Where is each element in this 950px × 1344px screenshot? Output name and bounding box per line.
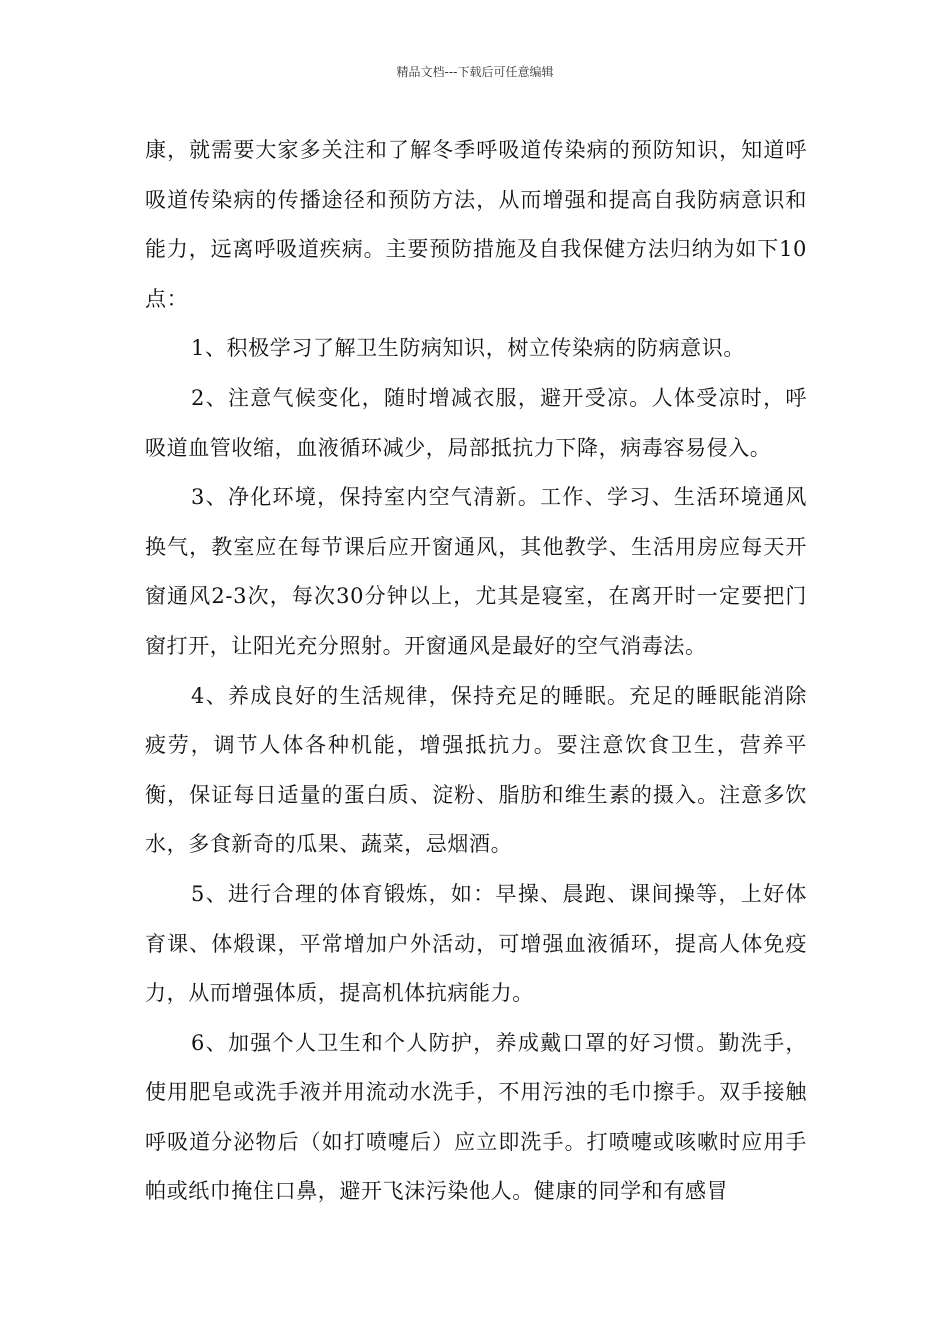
paragraph-continuation: 康，就需要大家多关注和了解冬季呼吸道传染病的预防知识，知道呼吸道传染病的传播途径和预防方法，从而增强和提高自我防病意识和能力，远离呼吸道疾病。主要预防措施及自我保健方法归纳为如下10点： bbox=[145, 138, 807, 311]
paragraph-item-5: 5、进行合理的体育锻炼，如：早操、晨跑、课间操等，上好体育课、体煅课，平常增加户外活动，可增强血液循环，提高人体免疫力，从而增强体质，提高机体抗病能力。 bbox=[145, 881, 807, 1006]
document-body bbox=[145, 126, 807, 1217]
paragraph-item-4: 4、养成良好的生活规律，保持充足的睡眠。充足的睡眠能消除疲劳，调节人体各种机能，增强抵抗力。要注意饮食卫生，营养平衡，保证每日适量的蛋白质、淀粉、脂肪和维生素的摄入。注意多饮水，多食新奇的瓜果、蔬菜，忌烟酒。 bbox=[145, 683, 807, 857]
page-header: 精品文档---下载后可任意编辑 bbox=[396, 65, 554, 79]
paragraph-item-1: 1、积极学习了解卫生防病知识，树立传染病的防病意识。 bbox=[191, 336, 745, 361]
paragraph-item-3: 3、净化环境，保持室内空气清新。工作、学习、生活环境通风换气，教室应在每节课后应开窗通风，其他教学、生活用房应每天开窗通风2-3次，每次30分钟以上，尤其是寝室，在离开时一定要把门窗打开，让阳光充分照射。开窗通风是最好的空气消毒法。 bbox=[145, 485, 807, 658]
paragraph-item-6: 6、加强个人卫生和个人防护，养成戴口罩的好习惯。勤洗手，使用肥皂或洗手液并用流动水洗手，不用污浊的毛巾擦手。双手接触呼吸道分泌物后（如打喷嚏后）应立即洗手。打喷嚏或咳嗽时应用手帕或纸巾掩住口鼻，避开飞沫污染他人。健康的同学和有感冒 bbox=[145, 1030, 807, 1204]
paragraph-item-2: 2、注意气候变化，随时增减衣服，避开受凉。人体受凉时，呼吸道血管收缩，血液循环减少，局部抵抗力下降，病毒容易侵入。 bbox=[145, 385, 807, 460]
